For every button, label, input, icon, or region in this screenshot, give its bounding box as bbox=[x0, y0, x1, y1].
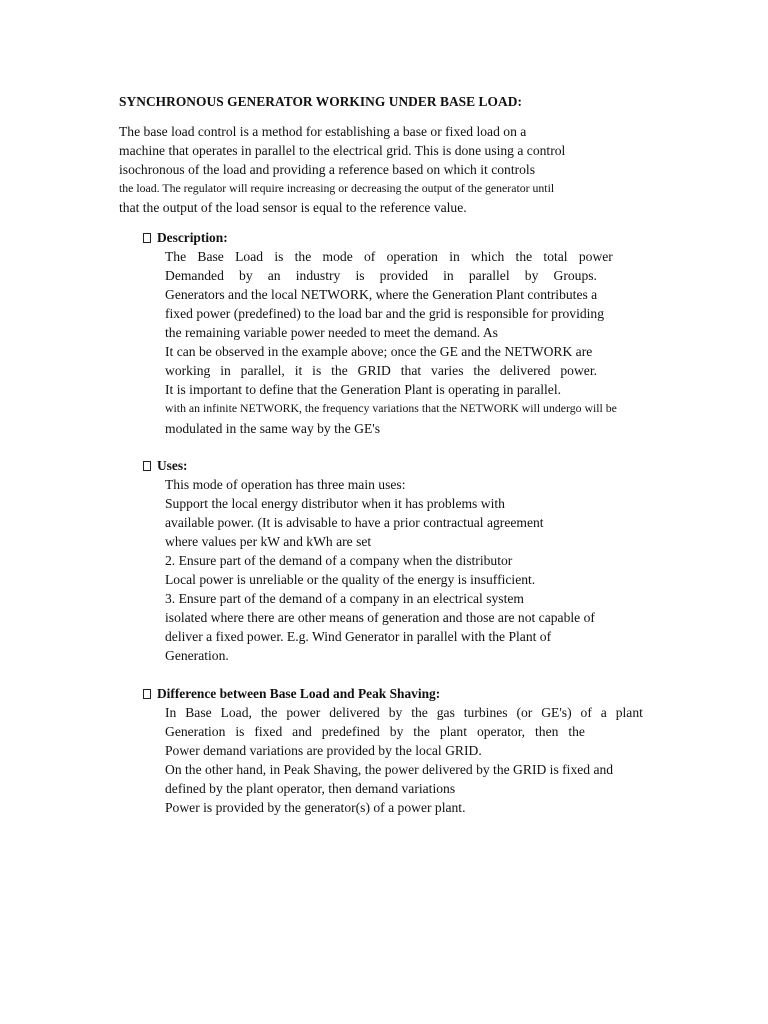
body-line bbox=[165, 266, 597, 285]
section-heading bbox=[143, 684, 703, 703]
word: working bbox=[165, 363, 211, 378]
body-line: Generation. bbox=[165, 648, 229, 663]
word: by bbox=[389, 724, 404, 739]
word: in bbox=[449, 249, 460, 264]
word: Demanded bbox=[165, 268, 224, 283]
body-line: deliver a fixed power. E.g. Wind Generator in parallel with the Plant of bbox=[165, 629, 552, 644]
body-line: This mode of operation has three main uses: bbox=[165, 477, 406, 492]
word: is bbox=[235, 724, 245, 739]
word: the bbox=[515, 249, 533, 264]
bullet-box-icon bbox=[143, 233, 151, 243]
word: The bbox=[165, 249, 187, 264]
word: plant bbox=[439, 724, 468, 739]
word: the bbox=[294, 249, 312, 264]
word: Groups. bbox=[553, 268, 597, 283]
section-heading bbox=[143, 456, 703, 475]
section-body bbox=[165, 247, 703, 439]
body-line: with an infinite NETWORK, the frequency variations that the NETWORK will undergo will be bbox=[165, 401, 617, 415]
word: is bbox=[312, 363, 322, 378]
word: mode bbox=[322, 249, 353, 264]
word: the bbox=[473, 363, 491, 378]
body-line: Power is provided by the generator(s) of a power plant. bbox=[165, 800, 466, 815]
word: which bbox=[471, 249, 505, 264]
word: the bbox=[260, 705, 278, 720]
intro-line: isochronous of the load and providing a reference based on which it controls bbox=[119, 162, 535, 177]
word: of bbox=[364, 249, 376, 264]
word: Base bbox=[197, 249, 224, 264]
word: operation bbox=[386, 249, 438, 264]
word: operator, bbox=[476, 724, 526, 739]
word: that bbox=[400, 363, 422, 378]
word: then bbox=[535, 724, 559, 739]
word: an bbox=[267, 268, 281, 283]
body-line: Local power is unreliable or the quality of the energy is insufficient. bbox=[165, 572, 536, 587]
section-heading-label: Uses: bbox=[157, 458, 188, 473]
word: by bbox=[388, 705, 403, 720]
intro-line: machine that operates in parallel to the electrical grid. This is done using a control bbox=[119, 143, 566, 158]
body-line: defined by the plant operator, then demand variations bbox=[165, 781, 456, 796]
word: fixed bbox=[254, 724, 283, 739]
word: power. bbox=[560, 363, 597, 378]
word: it bbox=[294, 363, 303, 378]
word: plant bbox=[615, 705, 643, 720]
body-line: the remaining variable power needed to meet the demand. As bbox=[165, 325, 498, 340]
word: and bbox=[292, 724, 312, 739]
word: power bbox=[286, 705, 321, 720]
word: a bbox=[600, 705, 607, 720]
section-body bbox=[165, 475, 703, 665]
word: varies bbox=[431, 363, 464, 378]
section-description bbox=[143, 228, 703, 439]
body-line: It is important to define that the Generation Plant is operating in parallel. bbox=[165, 382, 561, 397]
word: turbines bbox=[463, 705, 508, 720]
section-heading bbox=[143, 228, 703, 247]
body-line: modulated in the same way by the GE's bbox=[165, 421, 380, 436]
body-line bbox=[165, 722, 585, 741]
section-difference bbox=[143, 684, 703, 817]
word: power bbox=[578, 249, 613, 264]
intro-line: that the output of the load sensor is equal to the reference value. bbox=[119, 200, 467, 215]
word: predefined bbox=[321, 724, 380, 739]
word: In bbox=[165, 705, 177, 720]
word: Base bbox=[185, 705, 212, 720]
word: in bbox=[443, 268, 454, 283]
word: parallel bbox=[468, 268, 510, 283]
word: provided bbox=[379, 268, 428, 283]
word: the bbox=[568, 724, 585, 739]
word: Generation bbox=[165, 724, 226, 739]
word: the bbox=[331, 363, 348, 378]
word: parallel, bbox=[240, 363, 285, 378]
word: is bbox=[355, 268, 365, 283]
body-line bbox=[165, 703, 643, 722]
body-line: Generators and the local NETWORK, where the Generation Plant contributes a bbox=[165, 287, 598, 302]
body-line: Power demand variations are provided by the local GRID. bbox=[165, 743, 482, 758]
section-body bbox=[165, 703, 703, 817]
word: GE's) bbox=[541, 705, 572, 720]
bullet-box-icon bbox=[143, 689, 151, 699]
intro-paragraph bbox=[119, 122, 679, 217]
word: delivered bbox=[329, 705, 380, 720]
word: in bbox=[220, 363, 231, 378]
bullet-box-icon bbox=[143, 461, 151, 471]
word: by bbox=[524, 268, 539, 283]
body-line: It can be observed in the example above; once the GE and the NETWORK are bbox=[165, 344, 593, 359]
word: of bbox=[580, 705, 592, 720]
body-line: fixed power (predefined) to the load bar and the grid is responsible for providing bbox=[165, 306, 605, 321]
word: (or bbox=[516, 705, 533, 720]
word: industry bbox=[295, 268, 341, 283]
intro-line: the load. The regulator will require increasing or decreasing the output of the generator until bbox=[119, 181, 555, 195]
body-line: isolated where there are other means of generation and those are not capable of bbox=[165, 610, 595, 625]
intro-line: The base load control is a method for establishing a base or fixed load on a bbox=[119, 124, 527, 139]
body-line: On the other hand, in Peak Shaving, the power delivered by the GRID is fixed and bbox=[165, 762, 614, 777]
word: GRID bbox=[357, 363, 391, 378]
word: by bbox=[239, 268, 253, 283]
body-line: 2. Ensure part of the demand of a company when the distributor bbox=[165, 553, 513, 568]
word: gas bbox=[436, 705, 455, 720]
word: is bbox=[274, 249, 284, 264]
word: total bbox=[543, 249, 568, 264]
word: the bbox=[413, 724, 430, 739]
body-line bbox=[165, 361, 597, 380]
word: Load, bbox=[220, 705, 252, 720]
body-line: where values per kW and kWh are set bbox=[165, 534, 372, 549]
word: the bbox=[411, 705, 428, 720]
body-line: available power. (It is advisable to have a prior contractual agreement bbox=[165, 515, 544, 530]
section-heading-label: Difference between Base Load and Peak Shaving: bbox=[157, 686, 441, 701]
word: delivered bbox=[499, 363, 551, 378]
body-line: 3. Ensure part of the demand of a company in an electrical system bbox=[165, 591, 524, 606]
section-uses bbox=[143, 456, 703, 665]
word: Load bbox=[235, 249, 264, 264]
page-title: SYNCHRONOUS GENERATOR WORKING UNDER BASE LOAD: bbox=[119, 94, 522, 109]
section-heading-label: Description: bbox=[157, 230, 228, 245]
body-line: Support the local energy distributor when it has problems with bbox=[165, 496, 505, 511]
body-line bbox=[165, 247, 613, 266]
